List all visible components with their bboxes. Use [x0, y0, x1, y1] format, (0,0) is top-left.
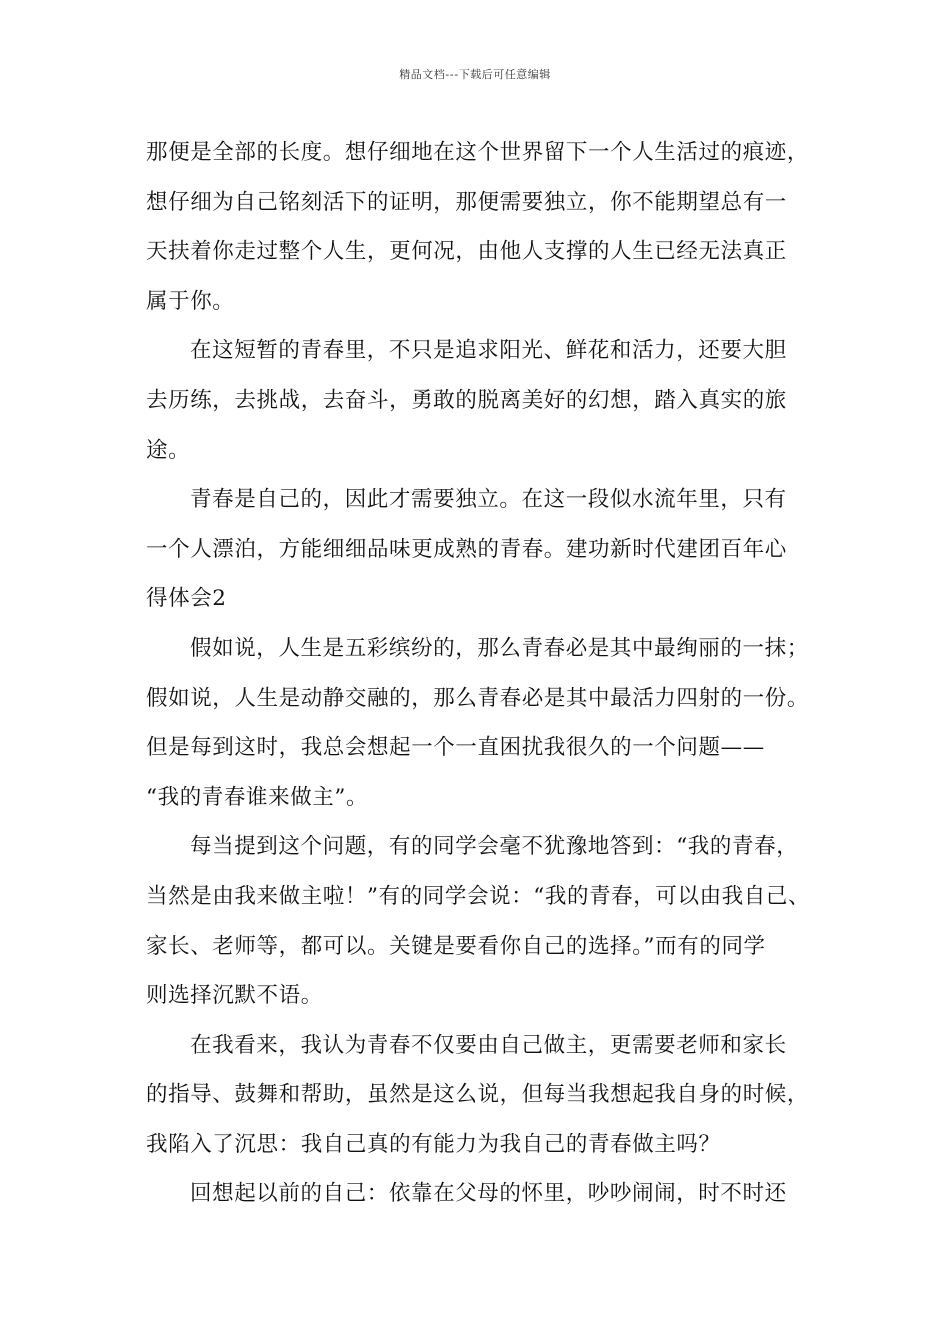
text-line: 青春是自己的，因此才需要独立。在这一段似水流年里，只有 [190, 487, 787, 513]
text-line: 假如说，人生是五彩缤纷的，那么青春必是其中最绚丽的一抹； [190, 635, 809, 661]
text-line: 回想起以前的自己：依靠在父母的怀里，吵吵闹闹，时不时还 [190, 1181, 787, 1207]
text-line: 得体会2 [146, 586, 227, 612]
paragraph-6 [146, 1021, 826, 1170]
text-line: 想仔细为自己铭刻活下的证明，那便需要独立，你不能期望总有一 [146, 189, 787, 215]
text-line: 一个人漂泊，方能细细品味更成熟的青春。建功新时代建团百年心 [146, 536, 787, 562]
text-line: 那便是全部的长度。想仔细地在这个世界留下一个人生活过的痕迹， [146, 140, 810, 165]
document-body [146, 128, 826, 1219]
paragraph-2 [146, 326, 826, 475]
text-line: 每当提到这个问题，有的同学会毫不犹豫地答到：“我的青春， [190, 834, 799, 860]
page-header: 精品文档---下载后可任意编辑 [399, 68, 551, 81]
paragraph-4 [146, 624, 826, 822]
text-line: 在我看来，我认为青春不仅要由自己做主，更需要老师和家长 [190, 1032, 787, 1058]
text-line: 当然是由我来做主啦！”有的同学会说：“我的青春，可以由我自己、 [146, 883, 811, 909]
text-line: 的指导、鼓舞和帮助，虽然是这么说，但每当我想起我自身的时候， [146, 1082, 810, 1108]
text-line: 但是每到这时，我总会想起一个一直困扰我很久的一个问题—— [146, 735, 765, 761]
paragraph-5 [146, 822, 826, 1020]
text-line: 属于你。 [146, 288, 235, 314]
paragraph-7 [146, 1169, 826, 1219]
text-line: 在这短暂的青春里，不只是追求阳光、鲜花和活力，还要大胆 [190, 338, 787, 364]
paragraph-3 [146, 475, 826, 624]
text-line: 途。 [146, 437, 191, 463]
text-line: 我陷入了沉思：我自己真的有能力为我自己的青春做主吗？ [146, 1131, 721, 1157]
text-line: 则选择沉默不语。 [146, 983, 323, 1009]
paragraph-1 [146, 128, 826, 326]
text-line: “我的青春谁来做主”。 [146, 784, 369, 810]
text-line: 去历练，去挑战，去奋斗，勇敢的脱离美好的幻想，踏入真实的旅 [146, 387, 787, 413]
text-line: 假如说，人生是动静交融的，那么青春必是其中最活力四射的一份。 [146, 685, 810, 711]
text-line: 天扶着你走过整个人生，更何况，由他人支撑的人生已经无法真正 [146, 239, 787, 265]
text-line: 家长、老师等，都可以。关键是要看你自己的选择。”而有的同学 [146, 933, 766, 959]
